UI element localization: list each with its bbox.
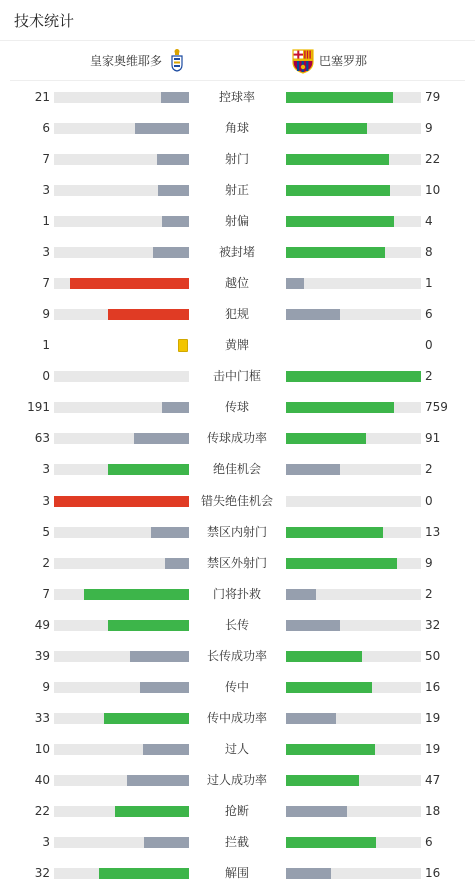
stat-row	[0, 680, 475, 711]
home-bar-track	[54, 558, 189, 569]
home-value: 9	[42, 679, 50, 694]
away-value: 19	[425, 741, 441, 756]
away-bar-fill	[286, 713, 336, 724]
away-bar-track	[286, 309, 421, 320]
away-value: 10	[425, 183, 441, 198]
away-bar-track	[286, 496, 421, 507]
stat-label: 传中	[224, 679, 249, 694]
home-bar-fill	[157, 154, 189, 165]
stat-row	[0, 276, 475, 307]
home-value: 10	[34, 741, 50, 756]
stat-row	[0, 711, 475, 742]
home-bar-track	[54, 433, 189, 444]
home-bar-fill	[161, 92, 189, 103]
stat-row	[0, 742, 475, 773]
stat-label: 越位	[224, 276, 249, 291]
home-bar-fill	[144, 837, 189, 848]
stat-label: 错失绝佳机会	[200, 493, 273, 508]
home-bar-track	[54, 837, 189, 848]
home-value: 49	[34, 617, 50, 632]
away-value: 0	[425, 338, 433, 353]
home-bar-fill	[162, 216, 189, 227]
home-bar-track	[54, 216, 189, 227]
home-value: 33	[34, 710, 50, 725]
home-value: 7	[42, 152, 50, 167]
away-bar-fill	[286, 154, 389, 165]
home-bar-fill	[127, 775, 189, 786]
away-value: 22	[425, 152, 441, 167]
away-bar-fill	[286, 216, 394, 227]
away-bar-track	[286, 92, 421, 103]
away-value: 91	[425, 431, 441, 446]
away-value: 79	[425, 90, 441, 104]
home-bar-fill	[158, 185, 189, 196]
away-bar-fill	[286, 402, 394, 413]
away-bar-fill	[286, 185, 390, 196]
home-value: 2	[42, 555, 50, 570]
away-bar-track	[286, 868, 421, 879]
home-bar-fill	[140, 682, 189, 693]
stat-row	[0, 152, 475, 183]
home-bar-track	[54, 806, 189, 817]
away-value: 6	[425, 307, 433, 322]
stat-label: 角球	[224, 121, 249, 136]
away-bar-track	[286, 464, 421, 475]
away-value: 18	[425, 803, 441, 818]
stat-label: 射正	[224, 183, 249, 198]
away-bar-track	[286, 775, 421, 786]
home-value: 6	[42, 121, 50, 136]
stat-row	[0, 866, 475, 888]
away-value: 32	[425, 617, 441, 632]
away-bar-track	[286, 744, 421, 755]
home-value: 3	[42, 245, 50, 260]
home-bar-track	[54, 309, 189, 320]
away-bar-track	[286, 123, 421, 134]
yellow-card-icon	[178, 339, 188, 352]
home-bar-track	[54, 651, 189, 662]
stat-label: 禁区外射门	[206, 555, 267, 570]
away-bar-fill	[286, 744, 375, 755]
away-bar-fill	[286, 309, 340, 320]
away-bar-track	[286, 651, 421, 662]
home-bar-track	[54, 589, 189, 600]
home-bar-track	[54, 402, 189, 413]
home-bar-track	[54, 527, 189, 538]
home-bar-fill	[70, 278, 189, 289]
stat-label: 禁区内射门	[206, 524, 267, 539]
stat-label: 门将扑救	[212, 586, 261, 601]
away-bar-fill	[286, 123, 367, 134]
away-bar-track	[286, 620, 421, 631]
home-bar-fill	[104, 713, 189, 724]
home-value: 191	[27, 400, 50, 415]
stat-label: 长传	[224, 617, 249, 632]
stat-label: 过人	[224, 741, 249, 756]
away-bar-fill	[286, 620, 340, 631]
away-team-name: 巴塞罗那	[319, 54, 368, 68]
stat-label: 传中成功率	[206, 710, 267, 725]
away-bar-fill	[286, 868, 331, 879]
away-bar-fill	[286, 682, 372, 693]
away-bar-track	[286, 837, 421, 848]
home-team-name: 皇家奥维耶多	[90, 54, 163, 68]
home-value: 22	[34, 803, 50, 818]
away-bar-fill	[286, 651, 362, 662]
home-value: 21	[34, 90, 50, 104]
away-value: 9	[425, 121, 433, 136]
home-bar-track	[54, 92, 189, 103]
home-bar-track	[54, 371, 189, 382]
stat-row	[0, 587, 475, 618]
home-bar-fill	[165, 558, 189, 569]
home-bar-fill	[153, 247, 189, 258]
page-title: 技术统计	[14, 12, 75, 30]
home-bar-fill	[84, 589, 189, 600]
stat-row	[0, 90, 475, 121]
away-bar-track	[286, 433, 421, 444]
stat-label: 传球成功率	[206, 431, 267, 446]
away-bar-fill	[286, 92, 393, 103]
away-bar-track	[286, 589, 421, 600]
stat-label: 黄牌	[224, 338, 249, 353]
stat-row	[0, 245, 475, 276]
title-divider	[0, 40, 475, 41]
away-bar-fill	[286, 837, 376, 848]
home-bar-track	[54, 464, 189, 475]
home-value: 5	[42, 524, 50, 539]
stat-row	[0, 462, 475, 493]
stat-label: 控球率	[218, 90, 255, 104]
away-value: 13	[425, 524, 441, 539]
home-value: 32	[34, 866, 50, 880]
away-bar-track	[286, 371, 421, 382]
away-value: 6	[425, 834, 433, 849]
stat-row	[0, 121, 475, 152]
away-bar-fill	[286, 433, 366, 444]
home-bar-track	[54, 247, 189, 258]
stat-row	[0, 649, 475, 680]
home-bar-track	[54, 620, 189, 631]
away-bar-track	[286, 402, 421, 413]
away-bar-track	[286, 216, 421, 227]
stat-row	[0, 400, 475, 431]
home-value: 7	[42, 276, 50, 291]
home-value: 63	[34, 431, 50, 446]
away-bar-track	[286, 682, 421, 693]
away-value: 9	[425, 555, 433, 570]
home-value: 3	[42, 183, 50, 198]
away-value: 4	[425, 214, 433, 229]
away-value: 47	[425, 772, 441, 787]
fc-barcelona-crest-icon	[291, 48, 315, 74]
away-value: 16	[425, 679, 441, 694]
stat-label: 长传成功率	[206, 648, 267, 663]
away-bar-fill	[286, 589, 316, 600]
home-bar-track	[54, 682, 189, 693]
away-value: 50	[425, 648, 441, 663]
stat-label: 射门	[224, 152, 249, 167]
stat-row	[0, 307, 475, 338]
home-value: 40	[34, 772, 50, 787]
away-bar-fill	[286, 464, 340, 475]
away-bar-fill	[286, 371, 421, 382]
away-bar-track	[286, 527, 421, 538]
home-bar-fill	[130, 651, 189, 662]
stat-row	[0, 525, 475, 556]
home-bar-fill	[99, 868, 189, 879]
away-value: 0	[425, 493, 433, 508]
stat-label: 犯规	[224, 307, 249, 322]
home-bar-track	[54, 775, 189, 786]
home-bar-track	[54, 713, 189, 724]
home-value: 3	[42, 462, 50, 477]
stat-row	[0, 556, 475, 587]
home-value: 3	[42, 834, 50, 849]
home-value: 1	[42, 338, 50, 353]
away-value: 19	[425, 710, 441, 725]
home-bar-fill	[115, 806, 189, 817]
away-bar-fill	[286, 806, 347, 817]
stat-row	[0, 183, 475, 214]
home-bar-track	[54, 154, 189, 165]
away-bar-fill	[286, 558, 397, 569]
stat-label: 绝佳机会	[212, 462, 261, 477]
stat-row	[0, 431, 475, 462]
home-bar-track	[54, 123, 189, 134]
stat-label: 解围	[224, 866, 249, 880]
home-bar-fill	[54, 496, 189, 507]
stat-label: 击中门框	[212, 369, 261, 384]
away-bar-track	[286, 278, 421, 289]
stat-label: 拦截	[224, 834, 249, 849]
home-bar-fill	[108, 464, 189, 475]
home-bar-fill	[134, 433, 189, 444]
away-bar-track	[286, 558, 421, 569]
away-value: 2	[425, 586, 433, 601]
stat-row	[0, 214, 475, 245]
stat-label: 射偏	[224, 214, 249, 229]
away-bar-fill	[286, 775, 359, 786]
home-bar-fill	[151, 527, 189, 538]
home-value: 0	[42, 369, 50, 384]
away-value: 1	[425, 276, 433, 291]
home-bar-track	[54, 185, 189, 196]
away-bar-track	[286, 806, 421, 817]
home-bar-fill	[135, 123, 189, 134]
stat-row	[0, 835, 475, 866]
stat-row	[0, 804, 475, 835]
stat-row	[0, 494, 475, 525]
real-oviedo-crest-icon	[170, 48, 184, 72]
home-bar-track	[54, 868, 189, 879]
away-value: 8	[425, 245, 433, 260]
stat-row	[0, 773, 475, 804]
home-bar-fill	[108, 309, 189, 320]
away-bar-fill	[286, 527, 383, 538]
away-bar-track	[286, 185, 421, 196]
away-value: 16	[425, 866, 441, 880]
stat-row	[0, 369, 475, 400]
away-bar-fill	[286, 247, 385, 258]
stat-label: 过人成功率	[206, 772, 267, 787]
away-value: 759	[425, 400, 448, 415]
home-bar-track	[54, 744, 189, 755]
away-value: 2	[425, 462, 433, 477]
home-bar-fill	[108, 620, 189, 631]
stat-label: 被封堵	[218, 245, 255, 260]
stat-row	[0, 618, 475, 649]
home-value: 7	[42, 586, 50, 601]
home-value: 1	[42, 214, 50, 229]
stat-row	[0, 338, 475, 369]
away-value: 2	[425, 369, 433, 384]
away-bar-fill	[286, 278, 304, 289]
stat-label: 传球	[224, 400, 249, 415]
home-value: 9	[42, 307, 50, 322]
home-bar-fill	[143, 744, 189, 755]
away-bar-track	[286, 713, 421, 724]
header-divider	[10, 80, 465, 81]
home-value: 39	[34, 648, 50, 663]
home-bar-track	[54, 496, 189, 507]
stat-label: 抢断	[224, 803, 249, 818]
home-bar-track	[54, 278, 189, 289]
home-bar-fill	[162, 402, 189, 413]
home-value: 3	[42, 493, 50, 508]
away-bar-track	[286, 154, 421, 165]
away-bar-track	[286, 247, 421, 258]
